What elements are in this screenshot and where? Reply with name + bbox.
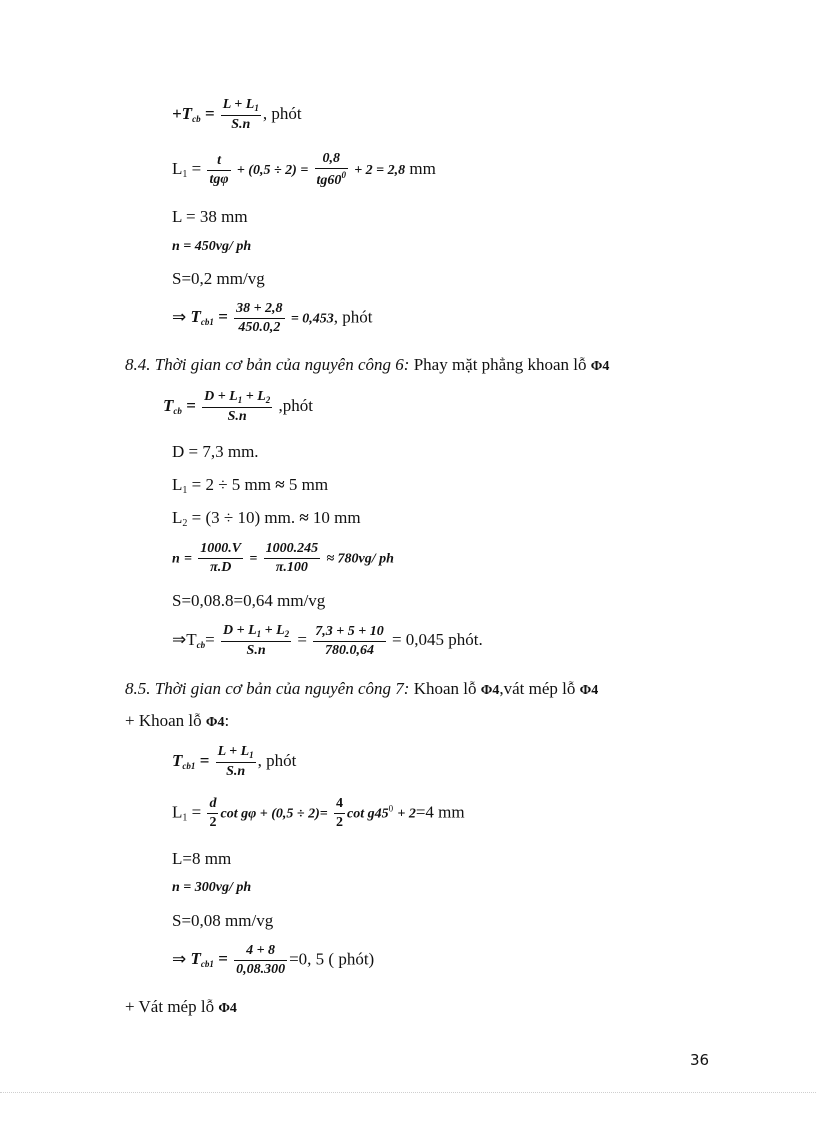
l2-value: $L_2 = (3 \div 10)$ mm. ≈ 10 mm — [172, 508, 361, 529]
n-value-1: n = 450vg/ ph — [172, 239, 252, 254]
tcb1-result-1: ⇒ $T_{cb1}$ = $\frac{38 + 2,8}{450.0,2}$ = 0,453, phót — [172, 301, 373, 335]
l-value-3: L=8 mm — [172, 849, 232, 868]
l1-value-2: $L_1 = 2 \div 5$ mm ≈ 5 mm — [172, 475, 329, 496]
khoan-label: + Khoan lỗ Φ4: — [125, 711, 230, 730]
vat-mep-label: + Vát mép lỗ Φ4 — [125, 997, 237, 1016]
s-value-1: S=0,2 mm/vg — [172, 269, 265, 288]
s-value-3: S=0,08 mm/vg — [172, 911, 274, 930]
fraction: $\frac{L + L_1}{S.n}$ — [222, 97, 259, 132]
l1-formula-3: $L_1$ = $\frac{d}{2}$ cot gφ + (0,5 ÷ 2)= $\frac{4}{2}$ $\cot g45^0 + 2=4$ mm — [172, 796, 465, 830]
tcb-formula-3: $T_{cb1}$ = $\frac{L + L_1}{S.n}$ , phót — [172, 744, 297, 779]
s-value-2: S=0,08.8=0,64 mm/vg — [172, 591, 326, 610]
n-value-3: n = 300vg/ ph — [172, 880, 252, 895]
l-value-1: L = 38 mm — [172, 207, 248, 226]
d-value: D = 7,3 mm. — [172, 442, 259, 461]
tcb-formula-1: $+T_{cb}$ = $\frac{L + L_1}{S.n}$ , phót — [172, 97, 302, 132]
n-value-2: n = $\frac{1000.V}{\pi.D}$ = $\frac{1000.245}{\pi.100}$ ≈ 780vg/ ph — [172, 541, 394, 575]
page-number: 36 — [690, 1051, 710, 1069]
tcb-result-2: $\Rightarrow T_{cb}=$ $\frac{D + L_1 + L_2}{S.n}$ = $\frac{7,3 + 5 + 10}{780.0,64}$ = 0,045 phót. — [172, 623, 483, 658]
section-8-5-heading: 8.5. Thời gian cơ bản của nguyên công 7: Khoan lỗ Φ4,vát mép lỗ Φ4 — [125, 679, 599, 698]
tcb-formula-2: $T_{cb}$ = $\frac{D + L_1 + L_2}{S.n}$ ,phót — [163, 389, 313, 424]
section-8-4-heading: 8.4. Thời gian cơ bản của nguyên công 6: Phay mặt phẳng khoan lỗ Φ4 — [125, 355, 610, 374]
footer-divider — [0, 1092, 816, 1093]
l1-formula-1: $L_1$ = $\frac{t}{\text{tgφ}}$ + (0,5 ÷ 2) = $\frac{0,8}{tg60^0}$ + 2 = 2,8 mm — [172, 151, 436, 188]
tcb1-result-3: ⇒ $T_{cb1}$ = $\frac{4 + 8}{0,08.300}$ =0, 5 ( phót) — [172, 943, 375, 977]
